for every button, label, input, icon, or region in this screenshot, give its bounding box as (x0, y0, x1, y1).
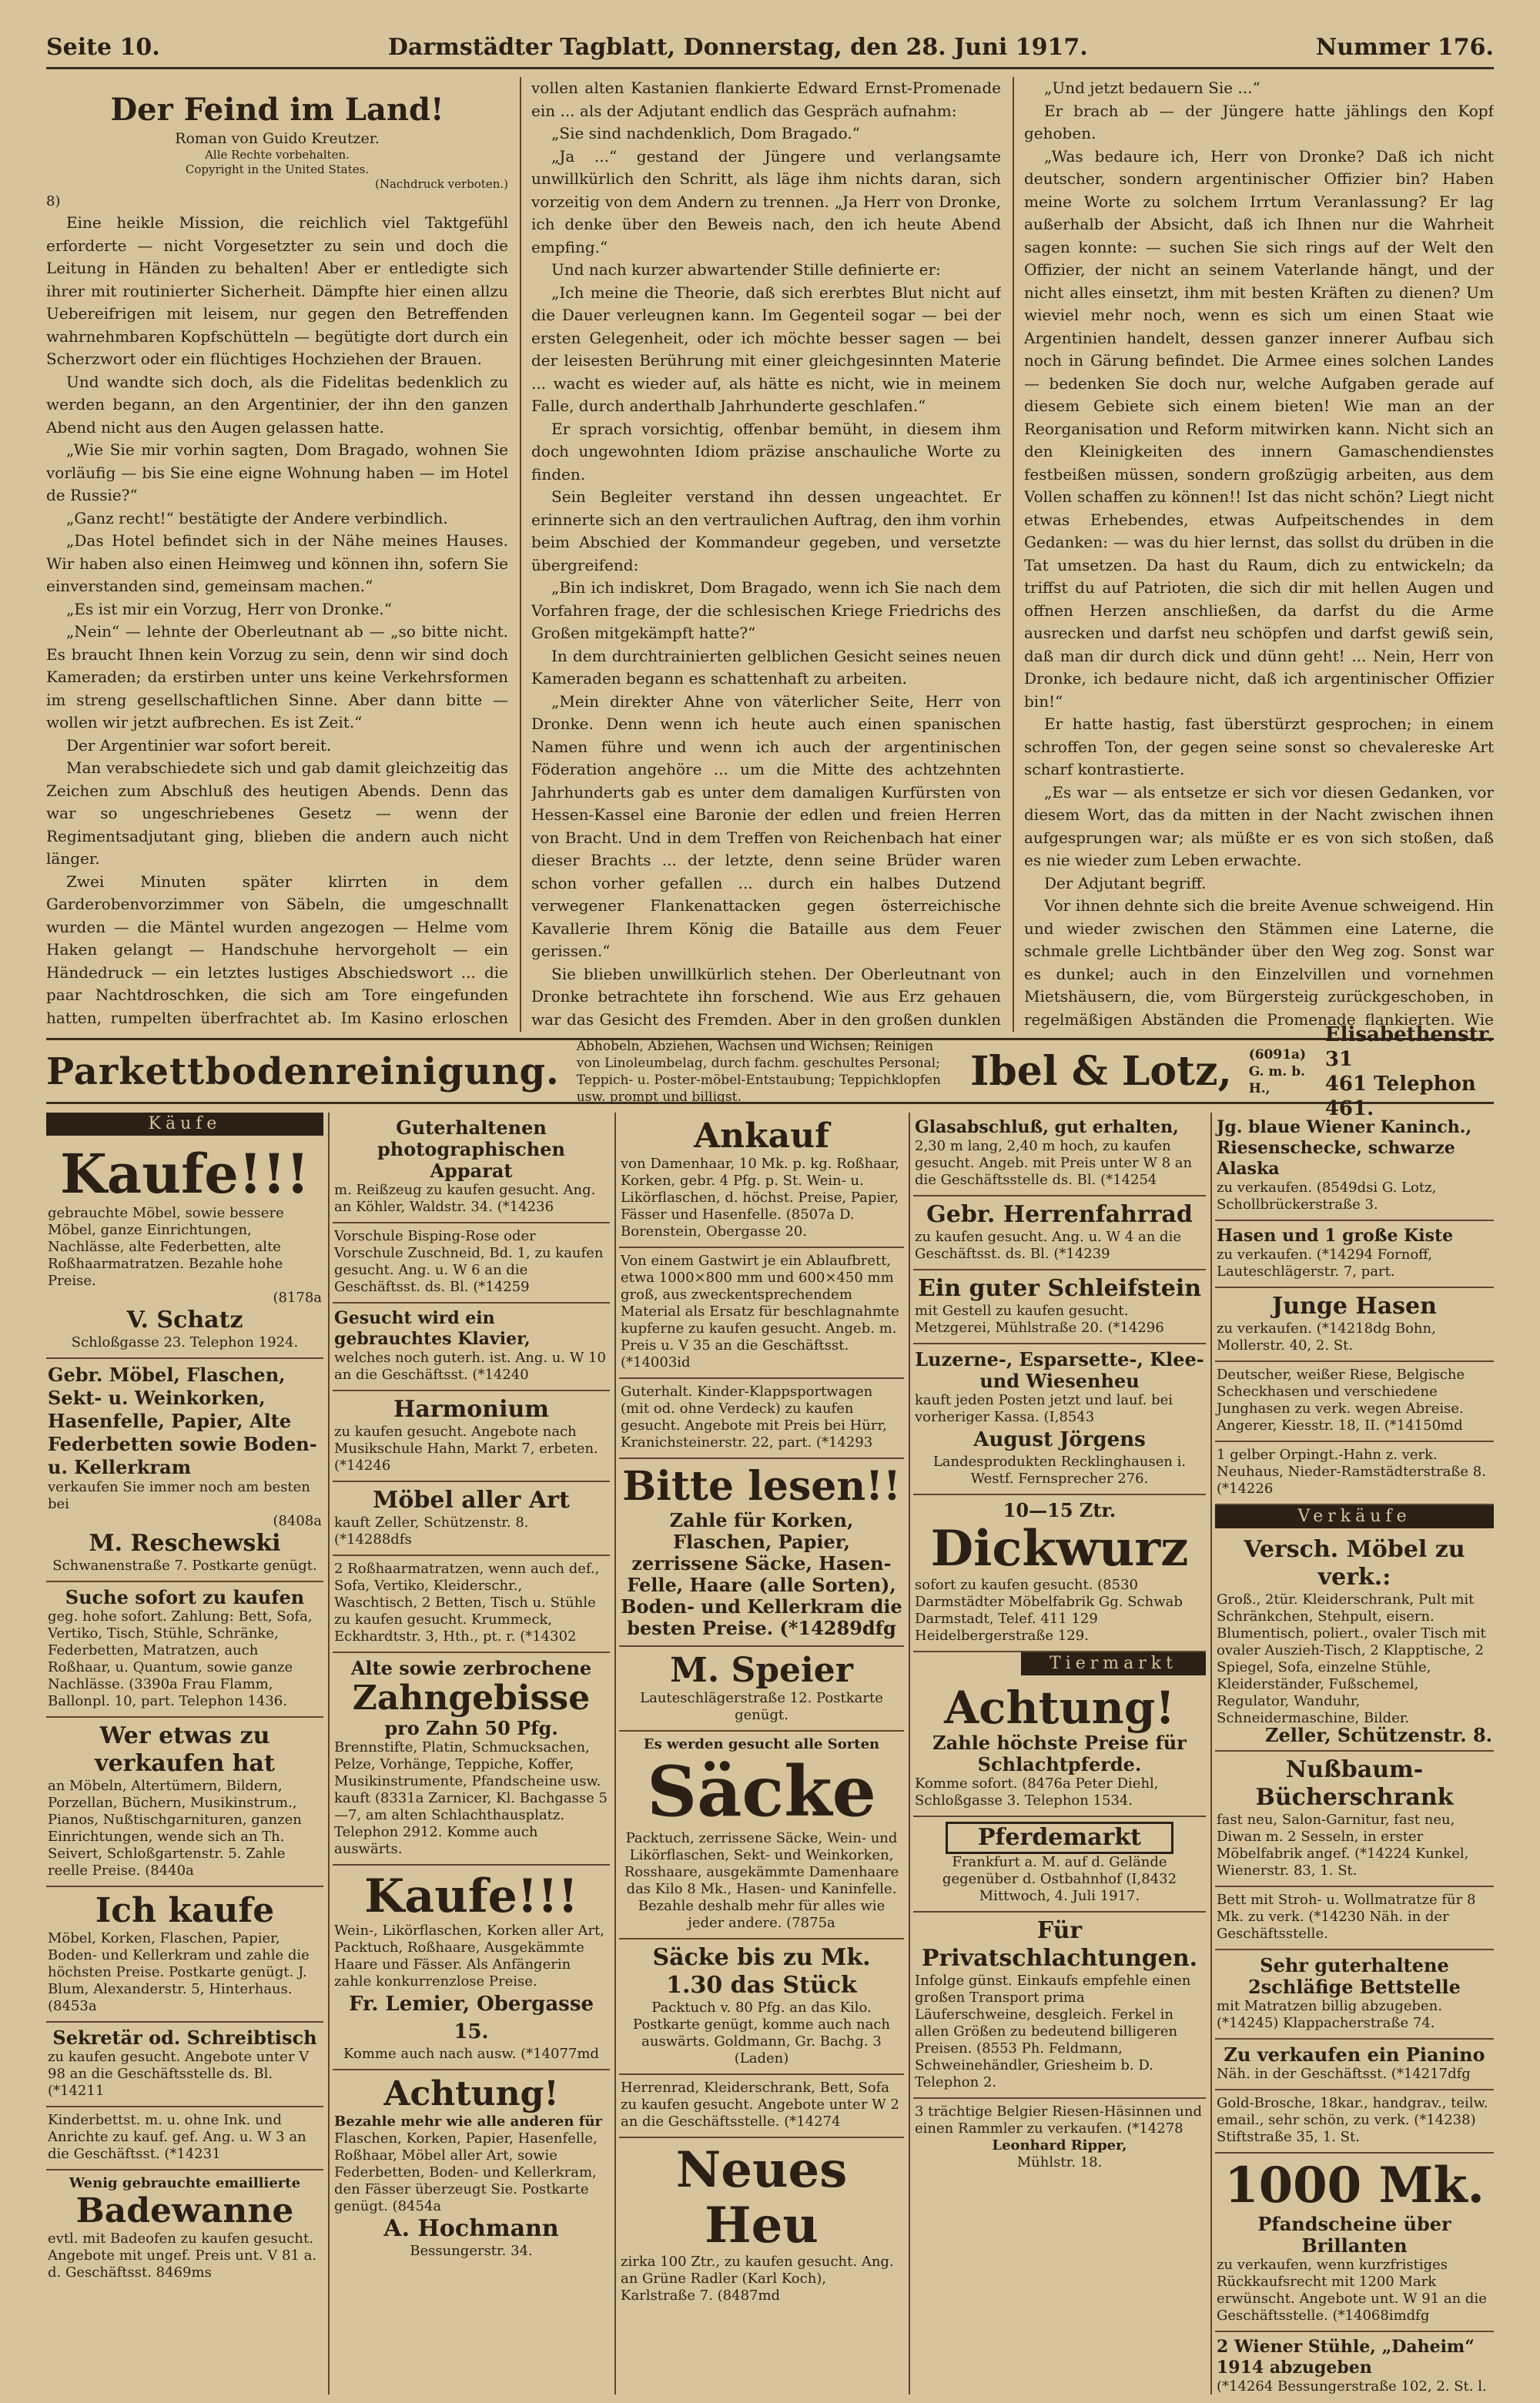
ad-code: (8178a (273, 1290, 322, 1306)
banner-gmbh-block (1249, 1046, 1308, 1097)
ad-headline: 1000 Mk. (1224, 2157, 1485, 2214)
classified-ad (619, 1647, 904, 1732)
classified-ad (46, 1718, 323, 1887)
classified-ad (619, 1248, 904, 1379)
ad-text: evtl. mit Badeofen zu kaufen gesucht. Angebote mit ungef. Preis unt. V 81 a. d. Geschäftsst. 8469ms (48, 2231, 317, 2281)
paragraph: Der Adjutant begriff. (1044, 873, 1207, 892)
column-rule (520, 77, 521, 1032)
classified-ad (913, 1913, 1206, 2099)
section-heading-verkaeufe: Verkäufe (1215, 1505, 1494, 1528)
ad-text: zu kaufen gesucht. Angebote unter V 98 an die Geschäftsstelle ds. Bl. (*14211 (48, 2049, 310, 2099)
paragraph: Eine heikle Mission, die reichlich viel Taktgefühl erforderte — nicht Vorgesetzter zu sein und doch die Leitung in Händen zu behalten! Aber er entledigte sich ihrer mit routinierter Sicherheit. Dämpfte hier einen allzu Uebereifrigen mit leisem, nur gegen den Betreffenden wahrnehmbaren Kopfschütteln — begütigte dort durch ein Scherzwort oder ein flüchtiges Hochziehen der Brauen. (46, 213, 508, 368)
column-rule (328, 1113, 330, 2395)
ad-text: Von einem Gastwirt je ein Ablaufbrett, etwa 1000×800 mm und 600×450 mm groß, aus zweckentsprechendem Material als Ersatz für beschlagnahmte kupferne zu kaufen gesucht. Angeb. m. Preis u. V 35 an die Geschäftsst. (*14003id (621, 1253, 899, 1371)
paragraph: „Ja ...“ gestand der Jüngere und verlangsamte unwillkürlich den Schritt, als läge ihm nichts daran, sich vorzeitig von dem Andern zu trennen. „Ja Herr von Dronke, ich denke über den Beweis nach, den ich heute Abend empfing.“ (531, 146, 1001, 256)
classified-ad (1215, 1362, 1494, 1442)
ad-headline: Möbel aller Art (373, 1487, 570, 1514)
section-heading-kaeufe: Käufe (46, 1113, 323, 1136)
ad-headline: Hasen und 1 große Kiste (1217, 1226, 1454, 1246)
ad-headline: Pferdemarkt (946, 1822, 1173, 1854)
ad-headline: Ich kaufe (95, 1891, 275, 1930)
ad-headline: Nußbaum-Bücherschrank (1255, 1756, 1454, 1811)
paragraph: „Das Hotel befindet sich in der Nähe meines Hauses. Wir haben also einen Heimweg und können ihn, sofern Sie einverstanden sind, gemeinsam machen.“ (46, 531, 508, 595)
banner-company: Ibel & Lotz, (970, 1048, 1232, 1095)
ad-text: 2 Roßhaarmatratzen, wenn auch def., Sofa, Vertiko, Kleiderschr., Waschtisch, 2 Betten, Tisch u. Stühle zu kaufen gesucht. Krummeck, Eckhardtstr. 3, Hth., pt. r. (*14302 (334, 1561, 600, 1645)
ad-name: V. Schatz (126, 1307, 243, 1334)
ad-headline: Säcke bis zu Mk. 1.30 das Stück (652, 1944, 871, 1999)
paragraph: Der Argentinier war sofort bereit. (66, 735, 332, 755)
ad-name: Fr. Lemier, Obergasse 15. (349, 1993, 594, 2043)
paragraph: Sie blieben unwillkürlich stehen. Der Oberleutnant von Dronke betrachtete ihn forschend. Wie aus Erz gehauen war das Gesicht des Fremden. Aber in den großen dunklen (531, 964, 1001, 1029)
classified-ad (333, 1866, 610, 2070)
classified-ad (1215, 2040, 1494, 2090)
banner-address: Elisabethenstr. 31 (1324, 1022, 1494, 1071)
paragraph: Sein Begleiter verstand ihn dessen ungeachtet. Er erinnerte sich an den vertraulichen Auftrag, den ihm vorhin beim Abschied der Kommandeur gegeben, und versetzte übergreifend: (531, 487, 1001, 574)
classified-ad (333, 1113, 610, 1223)
ad-headline: Ankauf (693, 1116, 830, 1156)
ad-subhead: Zahle höchste Preise für Schlachtpferde. (932, 1732, 1187, 1775)
banner-code: (6091a) (1248, 1046, 1307, 1063)
ad-headline: Jg. blaue Wiener Kaninch., Riesenschecke, schwarze Alaska (1217, 1117, 1472, 1179)
masthead: Darmstädter Tagblatt, Donnerstag, den 28. Juni 1917. (387, 34, 1088, 61)
classified-ad (913, 1113, 1206, 1196)
ad-text: zu verkaufen, wenn kurzfristiges Rückkaufsrecht mit 1200 Mark erwünscht. Angebote unt. W 91 an die Geschäftsstelle. (*14068imdfg (1217, 2257, 1487, 2324)
column-rule (1210, 1113, 1212, 2395)
ad-text: m. Reißzeug zu kaufen gesucht. Ang. an Köhler, Waldstr. 34. (*14236 (334, 1182, 596, 1215)
classified-ad (1215, 1221, 1494, 1288)
ad-subhead: Es werden gesucht alle Sorten (643, 1736, 880, 1752)
ad-text: 3 trächtige Belgier Riesen-Häsinnen und einen Rammler zu verkaufen. (*14278 (915, 2103, 1203, 2137)
paragraph: Er hatte hastig, fast überstürzt gesprochen; in einem schroffen Ton, der gegen seine sonst so chevalereske Art scharf kontrastierte. (1024, 715, 1494, 778)
ad-headline: Junge Hasen (1272, 1293, 1437, 1320)
page-header (46, 31, 1494, 69)
ad-text: Komme sofort. (8476a Peter Diehl, Schloßgasse 3. Telephon 1534. (915, 1775, 1159, 1809)
ad-headline: Für Privatschlachtungen. (921, 1917, 1198, 1972)
ad-headline: Gebr. Möbel, Flaschen, Sekt- u. Weinkorken, Hasenfelle, Papier, Alte Federbetten sowie Boden- u. Kellerkram (48, 1364, 317, 1478)
paragraph: Er brach ab — der Jüngere hatte jählings den Kopf gehoben. (1024, 101, 1494, 142)
ad-big: Badewanne (75, 2191, 294, 2231)
issue-number: Nummer 176. (1315, 34, 1494, 61)
ad-text: mit Matratzen billig abzugeben. (*14245) Klappacherstraße 74. (1217, 1998, 1442, 2031)
classified-ad (1215, 1288, 1494, 1362)
classified-ad (333, 1391, 610, 1482)
ad-text: welches noch guterh. ist. Ang. u. W 10 an die Geschäftsst. (*14240 (334, 1350, 606, 1383)
ad-headline: Säcke (647, 1751, 876, 1832)
paragraph: „Ganz recht!“ bestätigte der Andere verbindlich. (66, 508, 448, 527)
ad-address: Komme auch nach ausw. (*14077md (343, 2046, 599, 2062)
parquet-banner-ad (46, 1022, 1494, 1120)
ad-headline: Kaufe!!! (364, 1869, 578, 1923)
ad-subhead: Bezahle mehr wie alle anderen für (334, 2114, 603, 2130)
ads-column-3 (619, 1113, 904, 2395)
reprint-notice: (Nachdruck verboten.) (374, 177, 508, 191)
banner-gmbh: G. m. b. H., (1248, 1063, 1306, 1096)
column-rule (1013, 77, 1014, 1032)
ad-text: gebrauchte Möbel, sowie bessere Möbel, ganze Einrichtungen, Nachlässe, alte Federbetten, alte Roßhaarmatratzen. Bezahle hohe Preise. (48, 1205, 284, 1289)
classified-ad (46, 2107, 323, 2170)
section-heading-tiermarkt: Tiermarkt (1021, 1652, 1206, 1675)
classified-ad (913, 1196, 1206, 1270)
ad-headline: Versch. Möbel zu verk.: (1244, 1536, 1465, 1591)
ad-name: M. Reschewski (89, 1530, 281, 1557)
ad-text: Guterhalt. Kinder-Klappsportwagen (mit od. ohne Verdeck) zu kaufen gesucht. Angebote mit Preis bei Hürr, Kranichsteinerstr. 22, part. (*14293 (621, 1384, 887, 1451)
ad-name: Zeller, Schützenstr. 8. (1265, 1724, 1492, 1746)
ad-text: Möbel, Korken, Flaschen, Papier, Boden- und Kellerkram und zahle die höchsten Preise. Postkarte genügt. J. Blum, Alexanderstr. 5, Hinterhaus. (8453a (48, 1930, 310, 2014)
paragraph: In dem durchtrainierten gelblichen Gesicht seines neuen Kameraden begann es schattenhaft zu arbeiten. (531, 646, 1001, 688)
ad-text: (*14264 Bessungerstraße 102, 2. St. l. (1217, 2378, 1487, 2395)
ad-headline: Bitte lesen!! (622, 1463, 901, 1510)
ad-text: an Möbeln, Altertümern, Bildern, Porzellan, Büchern, Musikinstrum., Pianos, Nußtischgarnituren, ganzen Einrichtungen, wende sich an Th. Seivert, Schloßgartenstr. 5. Zahle reelle Preise. (8440a (48, 1778, 302, 1879)
ad-headline: Gebr. Herrenfahrrad (926, 1201, 1193, 1228)
ad-text: geg. hohe sofort. Zahlung: Bett, Sofa, Vertiko, Tisch, Stühle, Schränke, Federbetten, Matratzen, auch Roßhaar, u. Quantum, sowie ganze Nachlässe. (3390a Frau Flamm, Ballonpl. 10, part. Telephon 1436. (48, 1608, 313, 1709)
ad-text: 2,30 m lang, 2,40 m hoch, zu kaufen gesucht. Angeb. mit Preis unter W 8 an die Geschäftsstelle ds. Bl. (*14254 (915, 1138, 1193, 1188)
ad-headline: Wer etwas zu verkaufen hat (95, 1722, 275, 1777)
ad-text: fast neu, Salon-Garnitur, fast neu, Diwan m. 2 Sesseln, in erster Möbelfabrik angef. (*14224 Kunkel, Wienerstr. 83, 1. St. (1217, 1812, 1469, 1879)
banner-headline: Parkettbodenreinigung. (46, 1049, 560, 1093)
ad-subhead: pro Zahn 50 Pfg. (384, 1717, 558, 1739)
classified-ad (46, 2170, 323, 2288)
ad-headline: Sehr guterhaltene 2schläfige Bettstelle (1248, 1954, 1461, 1998)
ad-text: Herrenrad, Kleiderschrank, Bett, Sofa zu kaufen gesucht. Angebote unter W 2 an die Geschäftsstelle. (*14274 (621, 2080, 899, 2130)
ad-text: Flaschen, Korken, Papier, Hasenfelle, Roßhaar, Möbel aller Art, sowie Federbetten, Boden- und Kellerkram, den Fässer überzeugt Sie. Postkarte genügt. (8454a (334, 2130, 598, 2214)
ad-address: Schloßgasse 23. Telephon 1924. (71, 1334, 299, 1350)
ad-headline: Achtung! (944, 1682, 1175, 1734)
classified-ad (1215, 1113, 1494, 1221)
ad-text: Lauteschlägerstraße 12. Postkarte genügt. (640, 1690, 883, 1723)
ad-headline: Neues Heu (675, 2141, 848, 2254)
ad-headline: M. Speier (670, 1651, 853, 1690)
ad-headline: 2 Wiener Stühle, „Daheim“ 1914 abzugeben (1217, 2337, 1475, 2378)
paragraph: „Es ist mir ein Vorzug, Herr von Dronke.“ (66, 599, 392, 618)
ads-column-5 (1215, 1113, 1494, 2395)
classified-ad (913, 2099, 1206, 2177)
ad-headline: Glasabschluß, gut erhalten, (915, 1117, 1179, 1137)
classified-ad (46, 1139, 323, 1359)
ad-name: Leonhard Ripper, (992, 2137, 1127, 2154)
paragraph: Und nach kurzer abwartender Stille definierte er: (551, 260, 941, 279)
classified-ad (913, 1270, 1206, 1344)
ad-name: A. Hochmann (383, 2215, 559, 2242)
ad-text: Frankfurt a. M. auf d. Gelände gegenüber d. Ostbahnhof (I,8432 Mittwoch, 4. Juli 1917. (942, 1854, 1177, 1904)
paragraph: „Und jetzt bedauern Sie ...“ (1044, 79, 1260, 97)
classified-ad (913, 1495, 1206, 1652)
classified-ad (1215, 1950, 1494, 2040)
rights-notice: Alle Rechte vorbehalten. (205, 148, 350, 162)
classified-ad (1215, 2090, 1494, 2154)
ad-text: Brennstifte, Platin, Schmucksachen, Pelze, Vorhänge, Teppiche, Koffer, Musikinstrumente, Pfandscheine usw. kauft (8331a Zarnicer, Kl. Bachgasse 5—7, am alten Schlachthausplatz. Telephon 2912. Komme auch auswärts. (334, 1739, 608, 1857)
ad-code: (8408a (273, 1513, 322, 1529)
ads-column-4 (913, 1113, 1206, 2395)
banner-contact (1325, 1022, 1494, 1121)
ad-address: Landesprodukten Recklinghausen i. Westf. Fernsprecher 276. (932, 1454, 1187, 1487)
ad-text: Deutscher, weißer Riese, Belgische Scheckhasen und verschiedene Junghasen zu verk. wegen Abreise. Angerer, Kiesstr. 18, II. (*14150md (1217, 1367, 1465, 1434)
classified-ad (333, 2070, 610, 2266)
classified-ad (1215, 1531, 1494, 1752)
ad-text: zu kaufen gesucht. Ang. u. W 4 an die Geschäftsst. ds. Bl. (*14239 (915, 1229, 1181, 1262)
classified-ad (913, 1344, 1206, 1495)
ad-text: mit Gestell zu kaufen gesucht. Metzgerei, Mühlstraße 20. (*14296 (915, 1303, 1164, 1336)
ad-text: Groß., 2tür. Kleiderschrank, Pult mit Schränkchen, Stehpult, eisern. Blumentisch, poliert., ovaler Tisch mit ovaler Auszieh-Tisch, 2 Klapptische, 2 Spiegel, Sofa, einzelne Stühle, Kleiderständer, Fußschemel, Regulator, Wanduhr, Schneidermaschine, Bilder. (1217, 1591, 1486, 1726)
classified-ad (333, 1304, 610, 1391)
ad-text: Packtuch v. 80 Pfg. an das Kilo. Postkarte genügt, komme auch nach auswärts. Goldmann, Gr. Bachg. 3 (Laden) (632, 2000, 891, 2067)
classified-ad (46, 2023, 323, 2107)
ad-headline: Luzerne-, Esparsette-, Klee- und Wiesenheu (915, 1348, 1204, 1392)
column-rule (614, 1113, 616, 2395)
ad-address: Mühlstr. 18. (1016, 2154, 1103, 2170)
paragraph: „Mein direkter Ahne von väterlicher Seite, Herr von Dronke. Denn wenn ich heute auch einen spanischen Namen führe und wenn ich auch der argentinischen Föderation angehöre ... um die Mitte des achtzehnten Jahrhunderts gab es unter dem damaligen Kurfürsten von Hessen-Kassel eine Baronie der edlen und freien Herren von Bracht. Und in dem Treffen von Reichenbach hat einer dieser Brachts ... der letzte, denn seine Brüder waren schon vorher gefallen ... durch ein halbes Dutzend verwegener Flankenattacken gegen österreichische Kavallerie Ihrem König die Bataille aus dem Feuer gerissen.“ (531, 691, 1001, 960)
paragraph: „Es war — als entsetze er sich vor diesen Gedanken, vor diesem Wort, das da mitten in der Nacht zwischen ihnen aufgesprungen war; als müßte er es von sich stoßen, daß es nie wieder zum Leben erwachte. (1024, 782, 1494, 869)
ad-name: August Jörgens (973, 1428, 1146, 1451)
ad-text: zirka 100 Ztr., zu kaufen gesucht. Ang. an Grüne Radler (Karl Koch), Karlstraße 7. (8487md (621, 2254, 894, 2304)
paragraph: Zwei Minuten später klirrten in dem Garderobenvorzimmer von Säbeln, die umgeschnallt wurden — die Mäntel wurden angezogen — Helme vom Haken gelangt — Handschuhe hervorgeholt — ein Händedruck — ein letztes lustiges Abschiedswort ... die paar Nachtdroschken, die sich am Tore eingefunden hatten, rumpelten überfrachtet ab. Im Kasino erloschen (46, 872, 508, 1027)
classified-ad (619, 1379, 904, 1459)
ad-headline: Wenig gebrauchte emaillierte (69, 2175, 301, 2191)
ad-headline: Gesucht wird ein gebrauchtes Klavier, (334, 1308, 531, 1349)
ad-headline: Ein guter Schleifstein (917, 1275, 1202, 1302)
ad-headline: Harmonium (393, 1396, 550, 1423)
ad-headline: Alte sowie zerbrochene (350, 1657, 592, 1679)
novel-column-2 (531, 77, 1001, 1032)
classified-ad (1215, 2332, 1494, 2395)
ad-text: Infolge günst. Einkaufs empfehle einen großen Transport prima Läuferschweine, desgleich. Ferkel in allen Größen zu bedeutend billigeren Preisen. (8553 Ph. Feldmann, Schweinehändler, Griesheim b. D. Telephon 2. (915, 1973, 1191, 2090)
chapter-number: 8) (46, 193, 61, 209)
paragraph: „Sie sind nachdenklich, Dom Bragado.“ (551, 124, 860, 142)
banner-services: Abhobeln, Abziehen, Wachsen und Wichsen; Reinigen von Linoleumbelag, durch fachm. geschultes Personal; Teppich- u. Poster-möbel-Entstaubung; Teppichklopfen usw. prompt und billigst. (576, 1038, 941, 1105)
classified-ad (46, 1582, 323, 1718)
ad-subhead: Zahle für Korken, Flaschen, Papier, zerrissene Säcke, Hasen-Felle, Haare (alle Sorten), Boden- und Kellerkram die besten Preise. (*14289dfg (621, 1509, 902, 1639)
ad-text: zu verkaufen. (*14218dg Bohn, Mollerstr. 40, 2. St. (1217, 1320, 1436, 1354)
paragraph: „Nein“ — lehnte der Oberleutnant ab — „so bitte nicht. Es braucht Ihnen kein Vorzug zu sein, denn wir sind doch Kameraden; da erstirben unter uns keine Verkehrsformen im streng gesellschaftlichen Sinne. Aber dann bitte — wollen wir jetzt aufbrechen. Es ist Zeit.“ (46, 622, 508, 731)
classified-ad (1215, 2154, 1494, 2332)
page-number: Seite 10. (46, 34, 160, 61)
classified-ad (46, 1359, 323, 1582)
classified-ad (913, 1678, 1206, 1817)
classified-ad (619, 1113, 904, 1248)
ad-subhead: Pfandscheine über Brillanten (1257, 2213, 1451, 2257)
ad-text: Vorschule Bisping-Rose oder Vorschule Zuschneid, Bd. 1, zu kaufen gesucht. Ang. u. W 6 an die Geschäftsst. ds. Bl. (*14259 (334, 1228, 604, 1295)
paragraph: „Bin ich indiskret, Dom Bragado, wenn ich Sie nach dem Vorfahren frage, der die schlesischen Kriege Friedrichs des Großen mitgekämpft hatte?“ (531, 578, 1001, 642)
ad-headline: Guterhaltenen photographischen Apparat (377, 1116, 565, 1182)
paragraph: „Was bedaure ich, Herr von Dronke? Daß ich nicht deutscher, sondern argentinischer Offizier bin? Haben meine Worte zu solchem Irrtum Veranlassung? Er lag außerhalb der Absicht, daß ich Ihnen nur die Wahrheit sagen konnte: — suchen Sie sich rings auf der Welt den Offizier, der nicht an seinem Vaterlande hängt, und der nicht alles einsetzt, ihm mit besten Kräften zu dienen? Um wieviel mehr noch, wenn es sich um einen Staat wie Argentinien handelt, dessen ganzer innerer Aufbau sich noch in Gärung befindet. Die Armee eines solchen Landes — bedenken Sie doch nur, welche Aufgaben gerade auf diesem Gebiete sich einem bieten! Wie man an der Reorganisation und Reform mitwirken kann. Nicht sich an den Kleinigkeiten des innern Gamaschendienstes festbeißen müssen, sondern großzügig arbeiten, aus dem Vollen schaffen zu können!! Ist das nicht schön? Liegt nicht etwas Erhebendes, etwas Aufpeitschendes in dem Gedanken: — was du hier lernst, das sollst du drüben in die Tat umsetzen. Da hast du Raum, dich zu entwickeln; da triffst du auf Patrioten, die sich dir mit hellen Augen und offnen Herzen anschließen, da darfst du die Arme ausrecken und darfst neu schöpfen und darfst gewiß sein, daß man dir durch dick und dünn geht! ... Nein, Herr von Dronke, ich bedaure nicht, daß ich argentinischer Offizier bin!“ (1024, 146, 1494, 711)
ad-address: Schwanenstraße 7. Postkarte genügt. (52, 1558, 317, 1574)
classified-ad (619, 2138, 904, 2311)
paragraph: „Ich meine die Theorie, daß sich ererbtes Blut nicht auf die Dauer verleugnen kann. Im Gegenteil sogar — bei der ersten Gelegenheit, oder ich möchte besser sagen — bei der leisesten Berührung mit einer gleichgesinnten Materie ... wacht es wieder auf, als hätte es nicht, wie in meinem Falle, durch anderthalb Jahrhunderte geschlafen.“ (531, 283, 1001, 415)
ad-text: kauft jeden Posten jetzt und lauf. bei vorheriger Kassa. (I,8543 (915, 1392, 1173, 1425)
ad-text: sofort zu kaufen gesucht. (8530 Darmstädter Möbelfabrik Gg. Schwab Darmstadt, Telef. 411 129 Heidelbergerstraße 129. (915, 1577, 1183, 1644)
ad-headline: Sekretär od. Schreibtisch (52, 2026, 317, 2049)
ad-text: zu verkaufen. (*14294 Fornoff, Lauteschlägerstr. 7, part. (1217, 1247, 1433, 1280)
ad-text: Bett mit Stroh- u. Wollmatratze für 8 Mk. zu verk. (*14230 Näh. in der Geschäftsstelle. (1217, 1892, 1476, 1942)
ad-text: kauft Zeller, Schützenstr. 8. (*14288dfs (334, 1514, 529, 1548)
classified-ad (1215, 1887, 1494, 1950)
copyright-notice: Copyright in the United States. (185, 162, 370, 176)
paragraph: vollen alten Kastanien flankierte Edward Ernst-Promenade ein ... als der Adjutant endlich das Gespräch aufnahm: (531, 79, 1001, 120)
ads-column-1 (46, 1113, 323, 2395)
classified-ad (333, 1482, 610, 1556)
novel-column-3 (1024, 77, 1494, 1032)
ad-text: von Damenhaar, 10 Mk. p. kg. Roßhaar, Korken, gebr. 4 Pfg. p. St. Wein- u. Likörflaschen, d. höchst. Preise, Papier, Fässer und Hasenfelle. (8507a D. Borenstein, Obergasse 20. (621, 1156, 899, 1240)
ad-headline: Dickwurz (930, 1520, 1189, 1578)
paragraph: Er sprach vorsichtig, offenbar bemüht, in diesem ihm doch ungewohnten Idiom präzise anschauliche Worte zu finden. (531, 419, 1001, 484)
paragraph: Und wandte sich doch, als die Fidelitas bedenklich zu werden begann, an den Argentinier, der ihn den ganzen Abend nicht aus den Augen gelassen hatte. (46, 372, 508, 437)
classified-ad (619, 1459, 904, 1647)
ads-column-2 (333, 1113, 610, 2395)
ad-text: Wein-, Likörflaschen, Korken aller Art, Packtuch, Roßhaare, Ausgekämmte Haare und Fässer. Als Anfängerin zahle konkurrenzlose Preise. (334, 1923, 605, 1990)
classified-ad (1215, 1752, 1494, 1887)
ad-headline: Achtung! (383, 2074, 559, 2114)
ad-address: Bessungerstr. 34. (410, 2243, 533, 2259)
ad-text: zu verkaufen. (8549dsi G. Lotz, Schollbrückerstraße 3. (1217, 1180, 1437, 1213)
ad-big: Zahngebisse (352, 1678, 591, 1718)
ad-text: Packtuch, zerrissene Säcke, Wein- und Likörflaschen, Sekt- und Weinkorken, Rosshaare, ausgekämmte Damenhaare das Kilo 8 Mk., Hasen- und Kaninfelle. Bezahle deshalb mehr für alles wie jeder andere. (7875a (624, 1830, 899, 1931)
classified-ad (913, 1817, 1206, 1913)
ad-text: Näh. in der Geschäftsst. (*14217dfg (1217, 2066, 1471, 2082)
classified-ad (1215, 1442, 1494, 1505)
classified-ad (619, 2075, 904, 2138)
classified-ad (619, 1939, 904, 2075)
classified-ad (333, 1653, 610, 1866)
ad-headline: Suche sofort zu kaufen (65, 1586, 305, 1608)
novel-column-1 (46, 77, 508, 1032)
ad-text: verkaufen Sie immer noch am besten bei (48, 1479, 310, 1512)
paragraph: „Wie Sie mir vorhin sagten, Dom Bragado, wohnen Sie vorläufig — bis Sie eine eigne Wohnung haben — im Hotel de Russie?“ (46, 440, 508, 504)
ad-text: zu kaufen gesucht. Angebote nach Musikschule Hahn, Markt 7, erbeten. (*14246 (334, 1424, 598, 1474)
ad-text: Kinderbettst. m. u. ohne Ink. und Anrichte zu kauf. gef. Ang. u. W 3 an die Geschäftsst. (*14231 (48, 2112, 306, 2162)
banner-phone: 461 Telephon 461. (1324, 1072, 1476, 1120)
novel-subtitle: Roman von Guido Kreutzer. (175, 130, 380, 147)
ad-text: 1 gelber Orpingt.-Hahn z. verk. Neuhaus, Nieder-Ramstädterstraße 8. (*14226 (1217, 1447, 1486, 1497)
ad-subhead: 10—15 Ztr. (1003, 1499, 1116, 1521)
paragraph: Vor ihnen dehnte sich die breite Avenue schweigend. Hin und wieder zwischen den Stämmen eine Laterne, die schmale grelle Lichtbänder über den Weg zog. Sonst war es dunkel; auch in den Einzelvillen und vornehmen Mietshäusern, die, vom Bürgersteig zurückgeschoben, in regelmäßigen Abständen die Promenade flankierten. Wie (1024, 896, 1494, 1029)
paragraph: Man verabschiedete sich und gab damit gleichzeitig das Zeichen zum Abschluß des heutigen Abends. Denn das war so ungeschriebenes Gesetz — wenn der Regimentsadjutant ging, blieben die andern auch nicht länger. (46, 758, 508, 868)
ad-headline: Zu verkaufen ein Pianino (1224, 2043, 1485, 2066)
ad-headline: Kaufe!!! (60, 1142, 310, 1206)
classified-ad (619, 1732, 904, 1939)
column-rule (909, 1113, 910, 2395)
ad-text: Gold-Brosche, 18kar., handgrav., teilw. email., sehr schön, zu verk. (*14238) Stiftstraße 35, 1. St. (1217, 2095, 1488, 2145)
novel-title: Der Feind im Land! (110, 92, 444, 128)
classified-ad (46, 1887, 323, 2023)
classified-ad (333, 1556, 610, 1653)
classified-ad (333, 1223, 610, 1304)
